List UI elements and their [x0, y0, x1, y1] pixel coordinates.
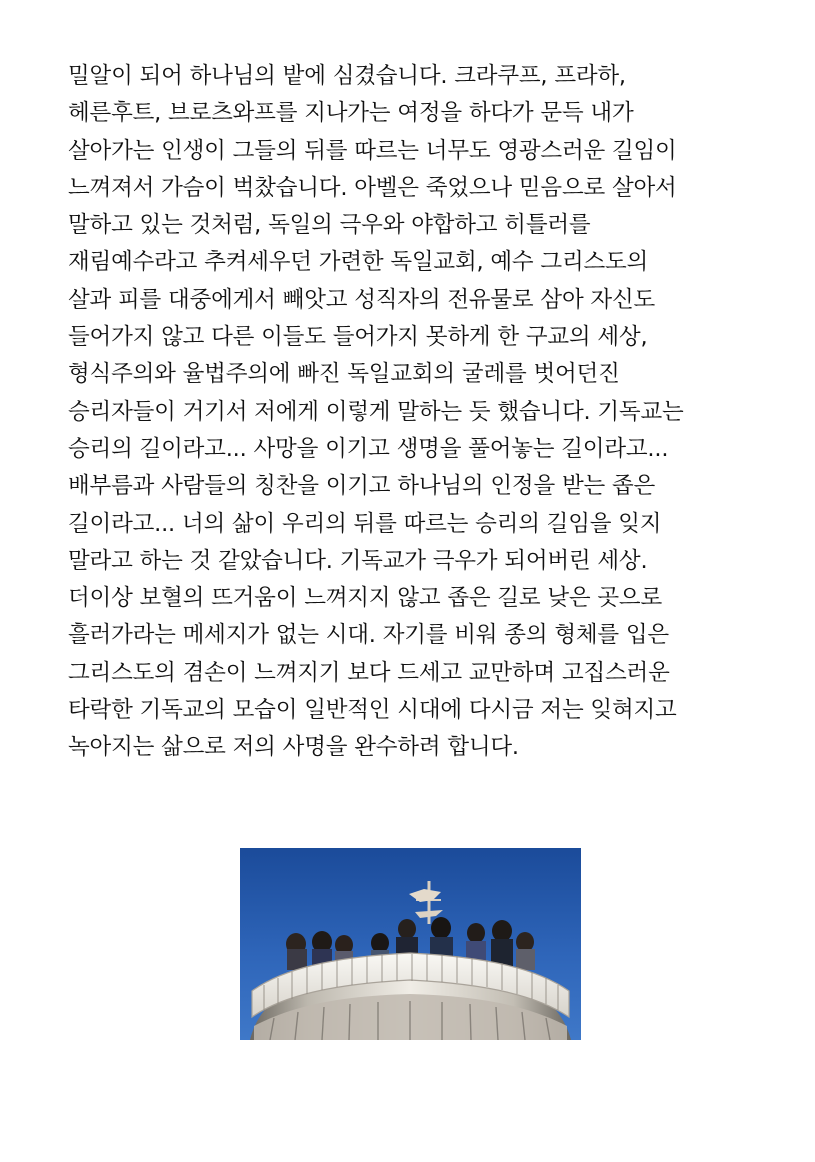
text-line-4: 느껴져서 가슴이 벅찼습니다. 아벨은 죽었으나 믿음으로 살아서	[68, 174, 677, 201]
text-line-18: 타락한 기독교의 모습이 일반적인 시대에 다시금 저는 잊혀지고	[68, 697, 677, 724]
text-line-19: 녹아지는 삶으로 저의 사명을 완수하려 합니다.	[68, 734, 519, 761]
text-line-6: 재림예수라고 추켜세우던 가련한 독일교회, 예수 그리스도의	[68, 249, 649, 276]
text-line-12: 배부름과 사람들의 칭찬을 이기고 하나님의 인정을 받는 좁은	[68, 473, 656, 500]
text-line-16: 흘러가라는 메세지가 없는 시대. 자기를 비워 종의 형체를 입은	[68, 622, 669, 649]
text-line-15: 더이상 보혈의 뜨거움이 느껴지지 않고 좁은 길로 낮은 곳으로	[68, 585, 662, 612]
text-line-7: 살과 피를 대중에게서 빼앗고 성직자의 전유물로 삼아 자신도	[68, 286, 656, 313]
tower-group-photo-illustration	[240, 848, 581, 1040]
text-line-14: 말라고 하는 것 같았습니다. 기독교가 극우가 되어버린 세상.	[68, 547, 648, 574]
text-line-2: 헤른후트, 브로츠와프를 지나가는 여정을 하다가 문득 내가	[68, 100, 634, 127]
body-text	[68, 58, 768, 767]
text-line-8: 들어가지 않고 다른 이들도 들어가지 못하게 한 구교의 세상,	[68, 324, 648, 351]
text-line-5: 말하고 있는 것처럼, 독일의 극우와 야합하고 히틀러를	[68, 212, 591, 239]
tower-group-photo	[240, 848, 581, 1040]
text-line-11: 승리의 길이라고... 사망을 이기고 생명을 풀어놓는 길이라고...	[68, 435, 669, 462]
text-line-1: 밀알이 되어 하나님의 밭에 심겼습니다. 크라쿠프, 프라하,	[68, 63, 626, 89]
text-line-17: 그리스도의 겸손이 느껴지기 보다 드세고 교만하며 고집스러운	[68, 659, 670, 686]
text-line-9: 형식주의와 율법주의에 빠진 독일교회의 굴레를 벗어던진	[68, 361, 620, 388]
text-line-13: 길이라고... 너의 삶이 우리의 뒤를 따르는 승리의 길임을 잊지	[68, 510, 662, 537]
text-line-3: 살아가는 인생이 그들의 뒤를 따르는 너무도 영광스러운 길임이	[68, 137, 677, 164]
text-line-10: 승리자들이 거기서 저에게 이렇게 말하는 듯 했습니다. 기독교는	[68, 398, 684, 425]
